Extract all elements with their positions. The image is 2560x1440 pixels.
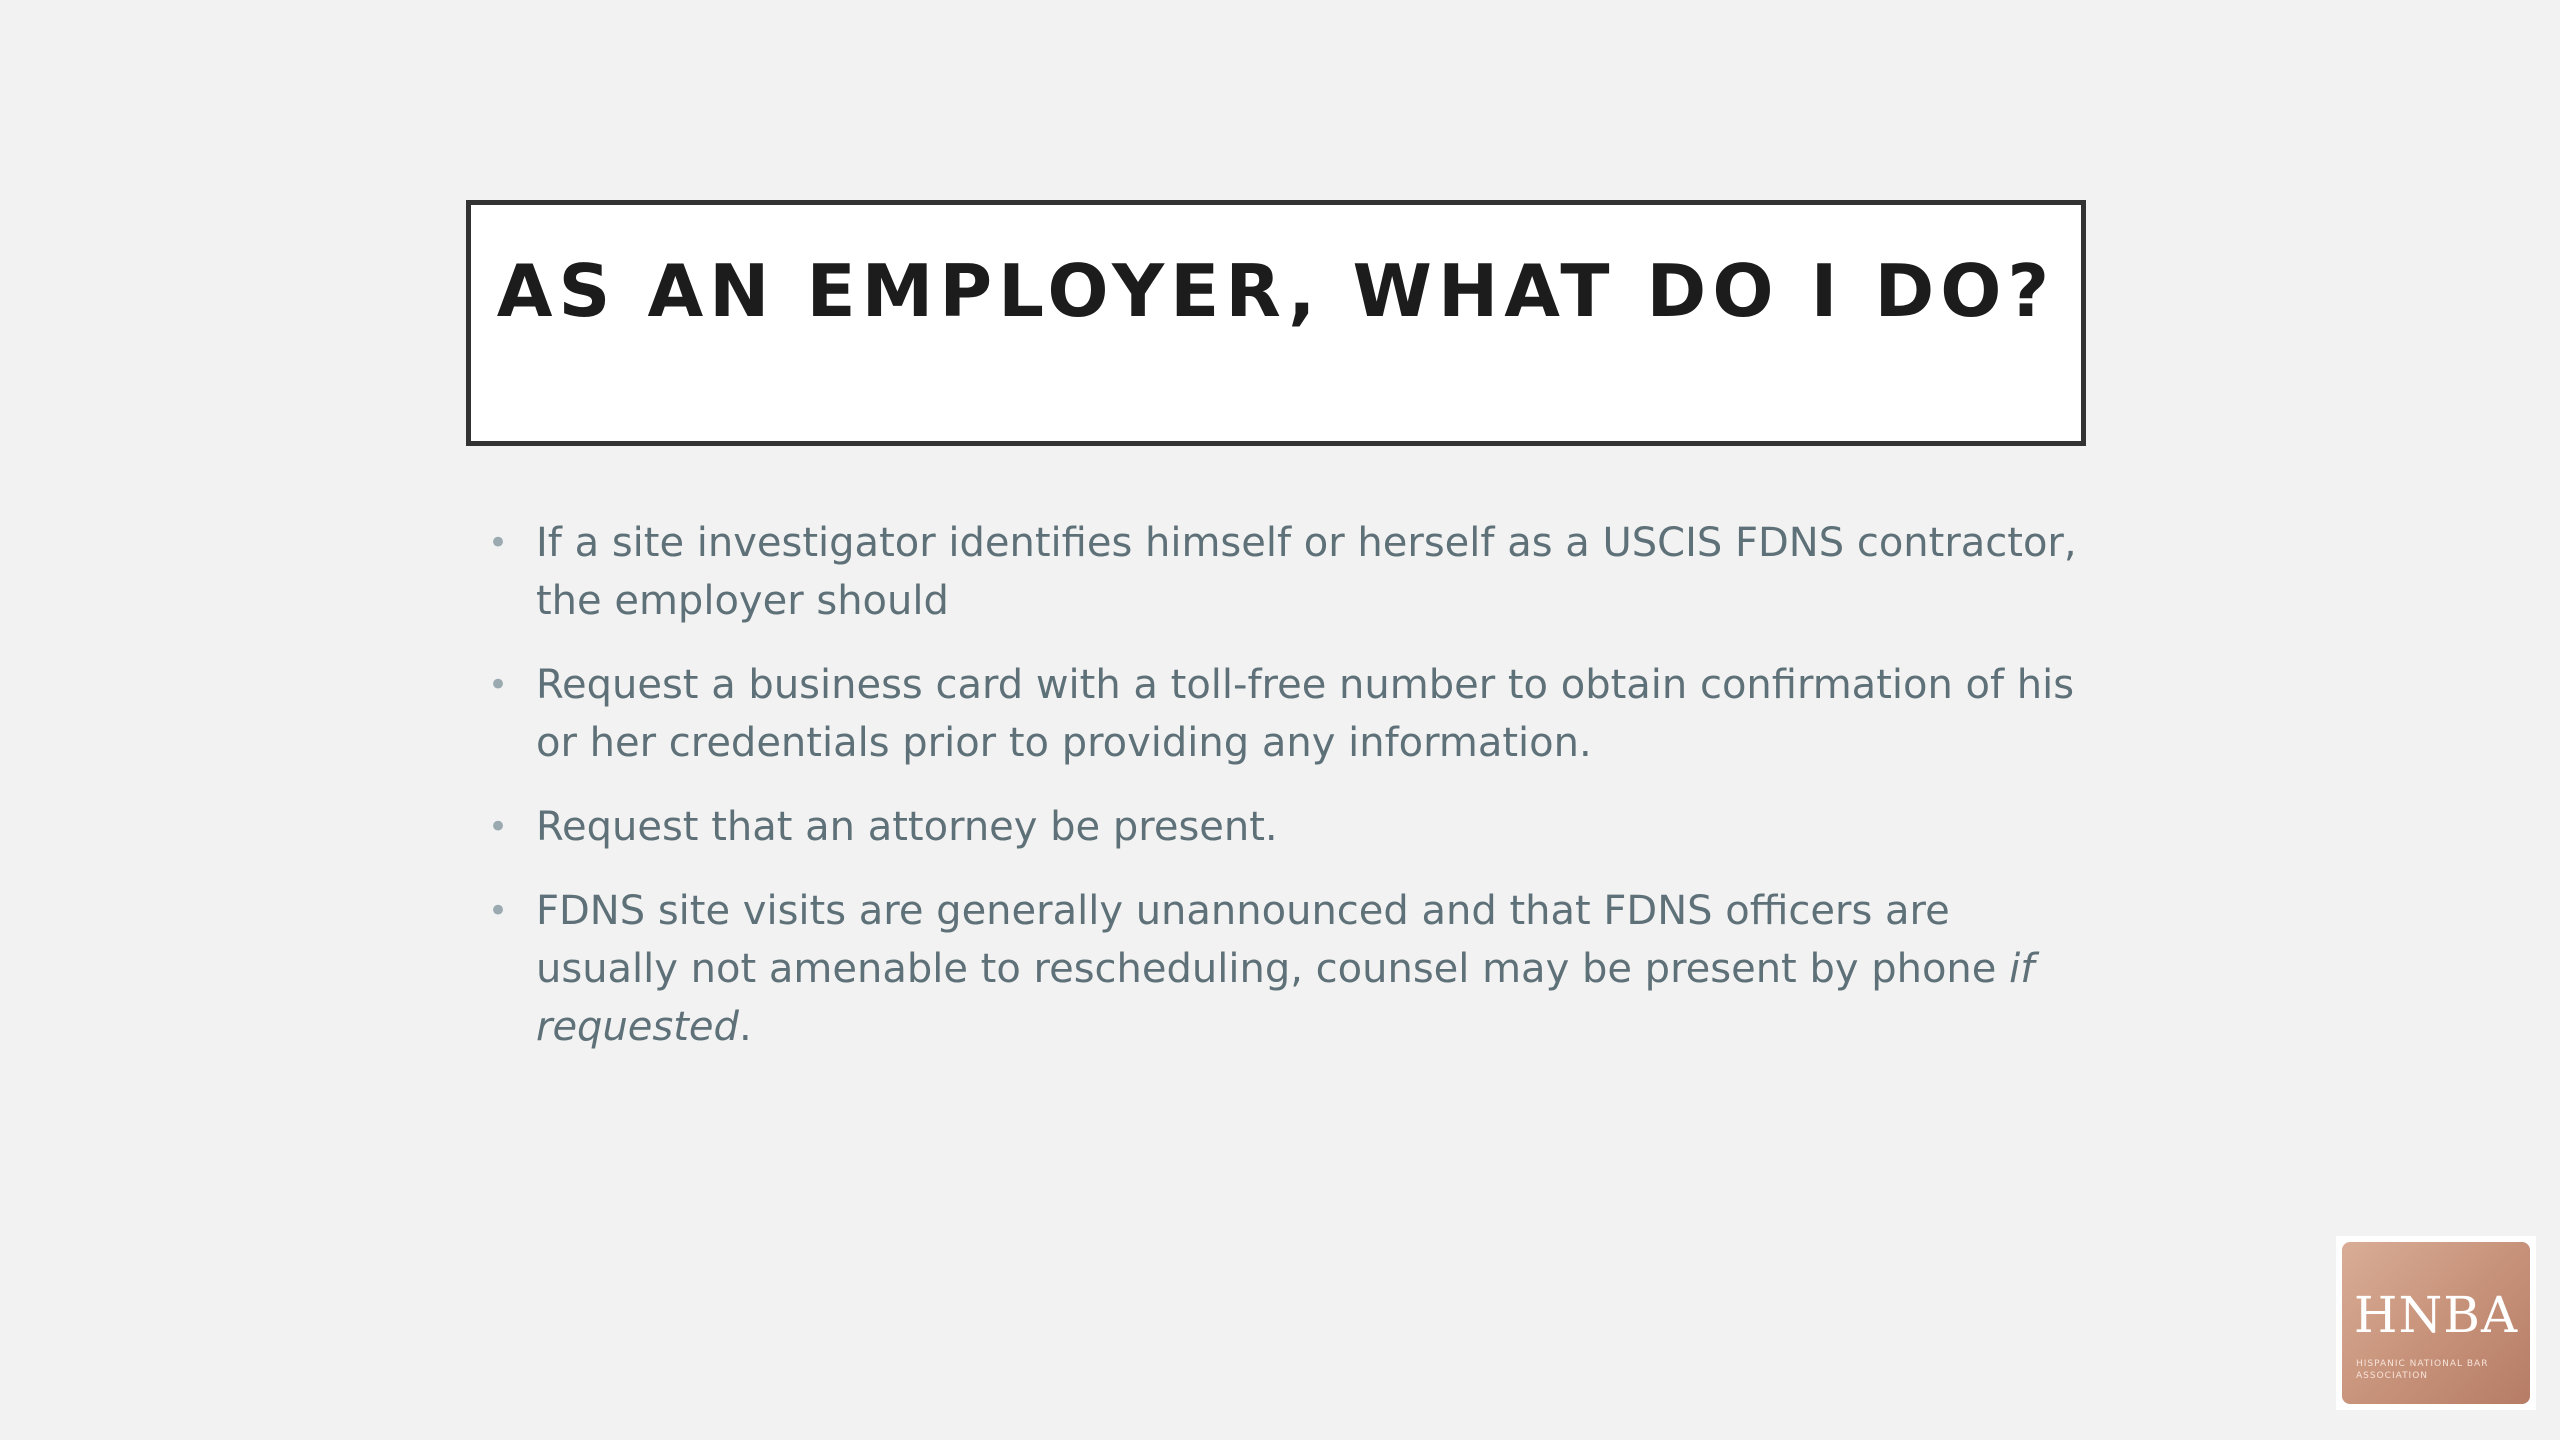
hnba-logo — [2336, 1236, 2536, 1410]
bullet-list — [484, 514, 2104, 1082]
bullet-dot-icon: • — [488, 523, 509, 563]
bullet-text: Request a business card with a toll-free number to obtain confirmation of his or her credentials prior to providing any information. — [536, 662, 2075, 766]
logo-badge — [2342, 1242, 2530, 1404]
bullet-text — [536, 888, 2034, 1050]
bullet-item — [484, 882, 2104, 1056]
bullet-item — [484, 798, 2104, 856]
bullet-text-end: . — [738, 1004, 752, 1050]
bullet-text-emphasis: if requested — [536, 946, 2035, 1050]
bullet-text: Request that an attorney be present. — [536, 804, 1278, 850]
logo-subtext: HISPANIC NATIONAL BAR ASSOCIATION — [2356, 1359, 2489, 1381]
bullet-dot-icon: • — [488, 807, 509, 847]
bullet-item — [484, 656, 2104, 772]
bullet-dot-icon: • — [488, 891, 509, 931]
slide-title: AS AN EMPLOYER, WHAT DO I DO? — [496, 249, 2056, 333]
bullet-dot-icon: • — [488, 665, 509, 705]
bullet-item — [484, 514, 2104, 630]
bullet-text: If a site investigator identifies himself or herself as a USCIS FDNS contractor, the employer should — [536, 520, 2077, 624]
logo-text: HNBA — [2353, 1286, 2519, 1344]
bullet-text-main: FDNS site visits are generally unannounced and that FDNS officers are usually not amenable to rescheduling, counsel may be present by phone — [536, 888, 2010, 992]
title-box — [466, 200, 2086, 446]
